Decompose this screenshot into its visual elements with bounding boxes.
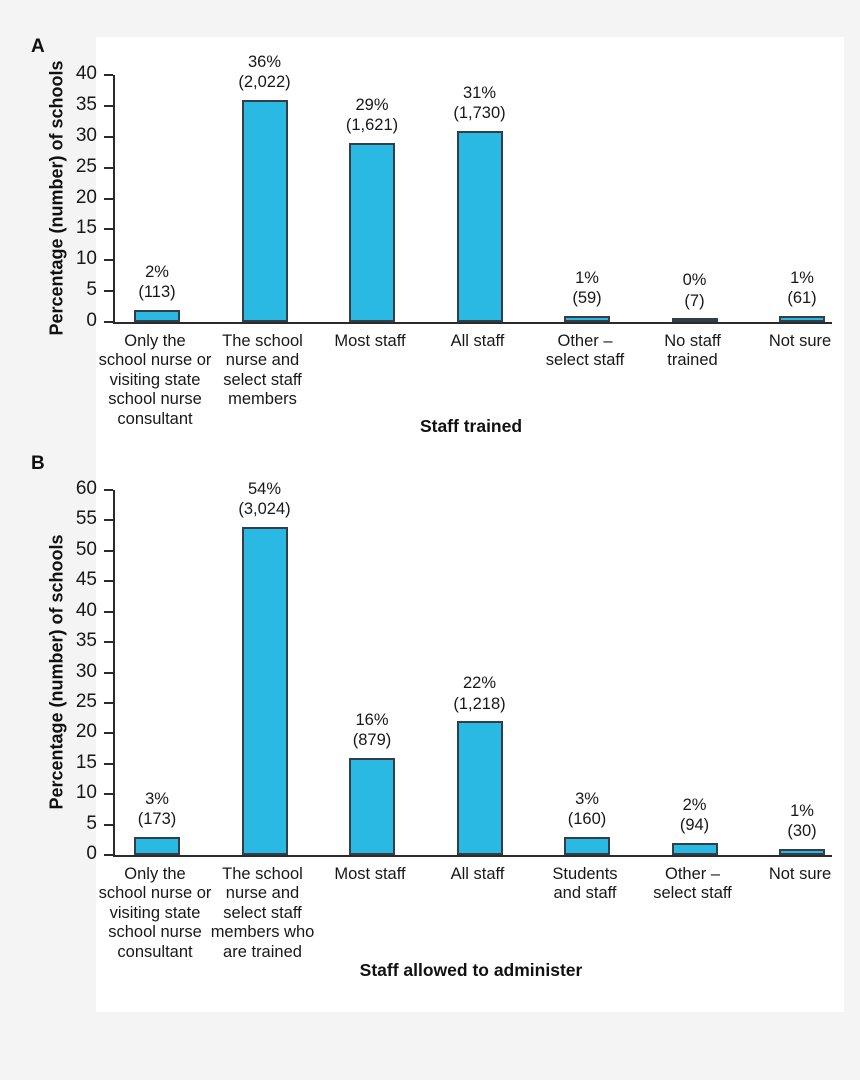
y-tick-label: 45 — [75, 569, 97, 591]
y-tick-label: 55 — [75, 508, 97, 530]
y-tick-mark — [104, 580, 113, 582]
bar-value-label: 22% (1,218) — [453, 674, 506, 713]
y-tick-label: 20 — [75, 721, 97, 743]
y-tick-mark — [104, 793, 113, 795]
category-label: Not sure — [768, 332, 832, 350]
y-tick-mark — [104, 290, 113, 292]
y-tick-mark — [104, 105, 113, 107]
bar — [564, 316, 610, 322]
category-label: All staff — [450, 865, 505, 883]
y-tick-mark — [104, 672, 113, 674]
bar — [779, 316, 825, 322]
y-tick-mark — [104, 854, 113, 856]
plot-area-a — [75, 52, 832, 331]
y-tick-label: 40 — [75, 63, 97, 84]
y-axis-title-b: Percentage (number) of schools — [46, 534, 67, 810]
bar — [457, 131, 503, 322]
category-label: No staff trained — [664, 332, 721, 370]
plot-area-b — [75, 478, 832, 864]
category-label: The school nurse and select staff members who are trained — [210, 865, 315, 961]
x-axis-title-a: Staff trained — [419, 416, 523, 436]
category-label: Students and staff — [552, 865, 618, 903]
y-tick-label: 15 — [75, 751, 97, 773]
bar-value-label: 0% (7) — [682, 271, 707, 310]
bar-value-label: 54% (3,024) — [238, 479, 291, 519]
bar-value-label: 31% (1,730) — [453, 83, 506, 123]
y-tick-mark — [104, 489, 113, 491]
bar — [672, 318, 718, 322]
bar-value-label: 1% (59) — [572, 268, 602, 308]
y-tick-label: 20 — [75, 186, 97, 208]
y-tick-mark — [104, 136, 113, 138]
bar-value-label: 2% (113) — [138, 262, 176, 302]
y-tick-mark — [104, 611, 113, 613]
y-tick-mark — [104, 198, 113, 200]
bar — [134, 310, 180, 322]
bar-value-label: 2% (94) — [679, 795, 710, 835]
panel-label-a: A — [31, 36, 45, 57]
bar-value-label: 1% (30) — [787, 802, 817, 841]
y-tick-label: 40 — [75, 599, 97, 621]
bar-value-label: 1% (61) — [787, 268, 817, 308]
y-tick-label: 30 — [75, 660, 97, 682]
y-tick-mark — [104, 321, 113, 323]
y-axis-title-a: Percentage (number) of schools — [46, 60, 67, 336]
category-label: Other – select staff — [653, 865, 732, 903]
y-tick-label: 10 — [75, 248, 97, 270]
y-tick-mark — [104, 641, 113, 643]
bar — [457, 721, 503, 855]
category-label: The school nurse and select staff members — [222, 332, 303, 409]
y-tick-mark — [104, 74, 113, 76]
y-tick-label: 0 — [86, 843, 97, 864]
y-tick-label: 25 — [75, 690, 97, 712]
y-tick-mark — [104, 824, 113, 826]
y-tick-label: 0 — [86, 310, 97, 331]
y-tick-label: 5 — [86, 279, 97, 301]
y-tick-mark — [104, 167, 113, 169]
y-tick-label: 35 — [75, 93, 97, 115]
category-label: Only the school nurse or visiting state school nurse consultant — [98, 332, 212, 428]
bar — [242, 527, 288, 856]
bar-value-label: 3% (173) — [137, 789, 177, 829]
panel-label-b: B — [31, 453, 45, 474]
y-tick-label: 25 — [75, 155, 97, 177]
y-tick-label: 15 — [75, 217, 97, 239]
bar — [349, 758, 395, 855]
y-tick-mark — [104, 259, 113, 261]
y-tick-mark — [104, 519, 113, 521]
x-axis-title-b: Staff allowed to administer — [359, 960, 583, 980]
y-tick-label: 30 — [75, 124, 97, 146]
y-tick-label: 35 — [75, 630, 97, 652]
bar — [779, 849, 825, 855]
category-label: Most staff — [334, 332, 406, 350]
y-tick-mark — [104, 732, 113, 734]
category-label: Other – select staff — [545, 332, 625, 370]
y-tick-label: 50 — [75, 538, 97, 560]
category-label: Most staff — [334, 865, 406, 883]
category-label: Not sure — [768, 865, 832, 883]
category-label: All staff — [450, 332, 505, 350]
y-tick-label: 60 — [75, 478, 97, 499]
y-tick-mark — [104, 228, 113, 230]
bar-value-label: 16% (879) — [352, 710, 392, 750]
y-tick-mark — [104, 702, 113, 704]
bar — [564, 837, 610, 855]
y-tick-mark — [104, 550, 113, 552]
y-tick-mark — [104, 763, 113, 765]
bar-value-label: 29% (1,621) — [345, 96, 399, 135]
y-tick-label: 5 — [86, 812, 97, 834]
y-tick-label: 10 — [75, 782, 97, 804]
bar-value-label: 3% (160) — [567, 789, 607, 829]
bar — [672, 843, 718, 855]
bar — [134, 837, 180, 855]
category-label: Only the school nurse or visiting state school nurse consultant — [98, 865, 212, 961]
bar — [349, 143, 395, 322]
bar-value-label: 36% (2,022) — [238, 52, 291, 92]
bar — [242, 100, 288, 322]
